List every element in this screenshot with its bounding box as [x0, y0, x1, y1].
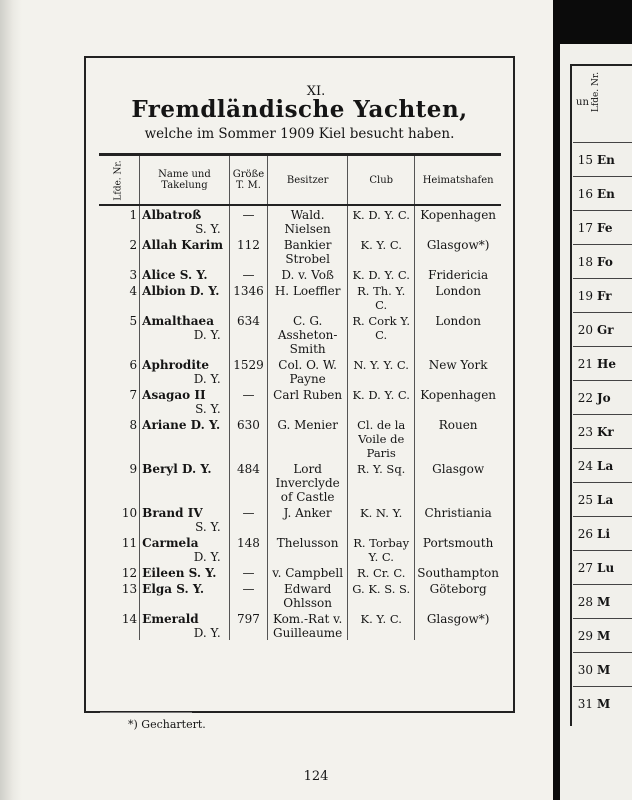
yacht-rig: D. Y.	[193, 372, 221, 386]
right-row-name: En	[597, 186, 615, 201]
yacht-name-text: Alice S. Y.	[142, 268, 208, 282]
home-port-text: Fridericia	[428, 268, 489, 282]
right-row-name: M	[597, 628, 611, 643]
yacht-size-text: —	[242, 388, 255, 402]
table-row	[99, 580, 501, 610]
table-row	[99, 504, 501, 534]
row-nr-text: 10	[121, 506, 138, 520]
yacht-owner	[268, 312, 348, 356]
yacht-name-text: Albion D. Y.	[142, 284, 220, 298]
home-port-text: New York	[428, 358, 488, 372]
table-row	[99, 356, 501, 386]
right-page-header	[576, 71, 632, 113]
yacht-size-text: —	[242, 506, 255, 520]
home-port	[415, 236, 501, 266]
row-nr-text: 12	[121, 566, 138, 580]
row-nr	[99, 356, 140, 386]
right-header-tail: un	[576, 97, 589, 108]
yacht-owner-text: Kom.-Rat v. Guilleaume	[272, 612, 343, 640]
home-port	[415, 386, 501, 416]
row-nr	[99, 416, 140, 460]
book-spine	[0, 0, 22, 800]
row-nr-text: 14	[121, 612, 138, 626]
row-nr-text: 9	[129, 462, 138, 476]
home-port	[415, 610, 501, 640]
yacht-club-text: Cl. de la Voile de Paris	[357, 418, 406, 460]
yacht-club	[348, 205, 415, 236]
page-subtitle: welche im Sommer 1909 Kiel besucht haben.	[144, 126, 455, 142]
yacht-name	[140, 580, 230, 610]
yacht-club	[348, 534, 415, 564]
table-row	[99, 236, 501, 266]
yacht-size	[229, 282, 267, 312]
header-nr: Lfde. Nr.	[99, 155, 140, 206]
home-port	[415, 356, 501, 386]
yacht-owner	[268, 205, 348, 236]
yacht-size	[229, 416, 267, 460]
right-page-row	[573, 346, 632, 380]
row-nr	[99, 610, 140, 640]
right-row-nr: 17	[577, 220, 593, 235]
yacht-owner	[268, 386, 348, 416]
home-port	[415, 205, 501, 236]
yacht-owner-text: Thelusson	[276, 536, 339, 550]
yacht-size	[229, 356, 267, 386]
yacht-club-text: K. D. Y. C.	[352, 388, 410, 402]
yacht-name	[140, 460, 230, 504]
yacht-size	[229, 504, 267, 534]
right-page-row	[573, 618, 632, 652]
yacht-rig: D. Y.	[193, 328, 221, 342]
yacht-owner	[268, 534, 348, 564]
table-header-row	[99, 155, 501, 206]
yacht-size	[229, 580, 267, 610]
table-body	[99, 205, 501, 640]
right-row-name: La	[597, 492, 614, 507]
yacht-name-text: Asagao II	[142, 388, 206, 402]
table-row	[99, 312, 501, 356]
yacht-owner	[268, 282, 348, 312]
right-row-nr: 30	[577, 662, 593, 677]
header-name: Name und Takelung	[140, 155, 230, 206]
right-row-name: Fr	[597, 288, 612, 303]
right-page-row	[573, 516, 632, 550]
yacht-name-text: Brand IV	[142, 506, 203, 520]
row-nr	[99, 460, 140, 504]
yacht-club-text: R. Torbay Y. C.	[353, 536, 410, 564]
yacht-owner-text: H. Loeffler	[274, 284, 341, 298]
right-page-list	[573, 142, 632, 720]
row-nr-text: 11	[121, 536, 138, 550]
header-club: Club	[348, 155, 415, 206]
yacht-name-text: Elga S. Y.	[142, 582, 205, 596]
yacht-name-text: Amalthaea	[142, 314, 214, 328]
row-nr-text: 4	[129, 284, 138, 298]
right-row-nr: 19	[577, 288, 593, 303]
yacht-size-text: 148	[237, 536, 260, 550]
table-row	[99, 386, 501, 416]
header-size: Größe T. M.	[229, 155, 267, 206]
yacht-name-text: Beryl D. Y.	[142, 462, 212, 476]
row-nr-text: 2	[129, 238, 138, 252]
home-port	[415, 580, 501, 610]
home-port-text: Glasgow*)	[426, 612, 490, 626]
yacht-club	[348, 564, 415, 580]
yacht-size-text: 484	[237, 462, 260, 476]
right-page-row	[573, 414, 632, 448]
row-nr	[99, 282, 140, 312]
row-nr-text: 3	[129, 268, 138, 282]
right-page-row	[573, 278, 632, 312]
yacht-name	[140, 312, 230, 356]
right-header-nr: Lfde. Nr.	[591, 71, 602, 113]
yacht-owner-text: Wald. Nielsen	[284, 208, 331, 236]
row-nr	[99, 580, 140, 610]
yacht-club-text: K. N. Y.	[360, 506, 403, 520]
footnote: *) Gechartert.	[128, 718, 206, 731]
right-row-name: Li	[597, 526, 610, 541]
home-port-text: Southampton	[417, 566, 499, 580]
yacht-club	[348, 266, 415, 282]
row-nr-text: 13	[121, 582, 138, 596]
right-page-row	[573, 142, 632, 176]
yacht-club-text: K. D. Y. C.	[352, 208, 410, 222]
page-title: Fremdländische Yachten,	[131, 96, 468, 123]
yacht-name-text: Carmela	[142, 536, 199, 550]
right-row-name: La	[597, 458, 614, 473]
yacht-owner	[268, 580, 348, 610]
yacht-club-text: R. Cork Y. C.	[352, 314, 410, 342]
yacht-rig: D. Y.	[193, 550, 221, 564]
yacht-club	[348, 460, 415, 504]
yacht-club-text: N. Y. Y. C.	[353, 358, 409, 372]
header-owner: Besitzer	[268, 155, 348, 206]
right-row-nr: 21	[577, 356, 593, 371]
row-nr	[99, 386, 140, 416]
yacht-club	[348, 580, 415, 610]
yacht-size	[229, 236, 267, 266]
right-row-nr: 31	[577, 696, 593, 711]
right-row-nr: 29	[577, 628, 593, 643]
yacht-club-text: R. Y. Sq.	[357, 462, 406, 476]
table-row	[99, 564, 501, 580]
table-row	[99, 534, 501, 564]
row-nr-text: 1	[129, 208, 138, 222]
yacht-rig: D. Y.	[193, 626, 221, 640]
yacht-table	[99, 153, 501, 640]
yacht-club	[348, 312, 415, 356]
yacht-owner-text: v. Campbell	[272, 566, 344, 580]
yacht-size	[229, 205, 267, 236]
yacht-club-text: K. Y. C.	[360, 612, 402, 626]
row-nr-text: 8	[129, 418, 138, 432]
right-row-name: Fo	[597, 254, 613, 269]
table-row	[99, 460, 501, 504]
right-row-name: Gr	[597, 322, 614, 337]
right-row-nr: 27	[577, 560, 593, 575]
yacht-size	[229, 386, 267, 416]
page-number: 124	[303, 769, 329, 784]
right-page-row	[573, 550, 632, 584]
right-row-nr: 28	[577, 594, 593, 609]
right-page-row	[573, 312, 632, 346]
yacht-name	[140, 266, 230, 282]
home-port-text: Glasgow*)	[426, 238, 490, 252]
right-page-row	[573, 584, 632, 618]
section-number: XI.	[306, 84, 326, 99]
yacht-name	[140, 282, 230, 312]
right-row-nr: 20	[577, 322, 593, 337]
home-port	[415, 534, 501, 564]
yacht-size-text: 630	[237, 418, 260, 432]
yacht-name-text: Allah Karim	[142, 238, 224, 252]
right-page-row	[573, 244, 632, 278]
right-row-nr: 26	[577, 526, 593, 541]
yacht-club-text: R. Cr. C.	[357, 566, 406, 580]
yacht-name-text: Emerald	[142, 612, 199, 626]
yacht-size-text: 634	[237, 314, 260, 328]
yacht-owner-text: Col. O. W. Payne	[278, 358, 337, 386]
right-row-name: M	[597, 696, 611, 711]
home-port-text: Kopenhagen	[420, 208, 497, 222]
yacht-owner-text: C. G. Assheton-Smith	[277, 314, 338, 356]
right-row-nr: 25	[577, 492, 593, 507]
yacht-size-text: —	[242, 208, 255, 222]
right-row-name: M	[597, 594, 611, 609]
home-port-text: Rouen	[438, 418, 478, 432]
right-page-row	[573, 482, 632, 516]
right-page-row	[573, 210, 632, 244]
home-port-text: Portsmouth	[422, 536, 494, 550]
yacht-name-text: Ariane D. Y.	[142, 418, 221, 432]
yacht-size-text: 1346	[233, 284, 264, 298]
row-nr	[99, 564, 140, 580]
yacht-club-text: R. Th. Y. C.	[357, 284, 406, 312]
right-row-name: Lu	[597, 560, 615, 575]
right-row-nr: 22	[577, 390, 593, 405]
row-nr	[99, 312, 140, 356]
yacht-size	[229, 564, 267, 580]
home-port	[415, 504, 501, 534]
right-row-nr: 16	[577, 186, 593, 201]
header-home: Heimatshafen	[415, 155, 501, 206]
table-row	[99, 282, 501, 312]
yacht-name	[140, 504, 230, 534]
yacht-owner-text: Edward Ohlsson	[283, 582, 332, 610]
home-port-text: London	[435, 314, 481, 328]
home-port	[415, 416, 501, 460]
home-port	[415, 312, 501, 356]
right-row-nr: 18	[577, 254, 593, 269]
right-page-row	[573, 652, 632, 686]
home-port	[415, 460, 501, 504]
yacht-size-text: 797	[237, 612, 260, 626]
yacht-name-text: Aphrodite	[142, 358, 210, 372]
home-port-text: London	[435, 284, 481, 298]
right-page-row	[573, 380, 632, 414]
yacht-owner	[268, 266, 348, 282]
row-nr-text: 5	[129, 314, 138, 328]
right-page-row	[573, 686, 632, 720]
right-row-name: Fe	[597, 220, 613, 235]
yacht-owner	[268, 416, 348, 460]
row-nr	[99, 534, 140, 564]
yacht-name	[140, 205, 230, 236]
table-row	[99, 610, 501, 640]
yacht-owner	[268, 356, 348, 386]
yacht-size-text: 112	[237, 238, 260, 252]
right-row-name: Jo	[597, 390, 611, 405]
home-port	[415, 564, 501, 580]
yacht-club	[348, 236, 415, 266]
yacht-name	[140, 564, 230, 580]
right-row-nr: 24	[577, 458, 593, 473]
yacht-club-text: K. D. Y. C.	[352, 268, 410, 282]
yacht-name-text: Eileen S. Y.	[142, 566, 217, 580]
yacht-size	[229, 610, 267, 640]
table-row	[99, 416, 501, 460]
yacht-owner-text: G. Menier	[277, 418, 338, 432]
table-row	[99, 266, 501, 282]
yacht-size	[229, 312, 267, 356]
yacht-club	[348, 356, 415, 386]
yacht-name	[140, 356, 230, 386]
yacht-name	[140, 236, 230, 266]
footnote-divider	[100, 712, 192, 713]
yacht-club-text: G. K. S. S.	[352, 582, 411, 596]
yacht-club	[348, 416, 415, 460]
home-port-text: Glasgow	[432, 462, 485, 476]
yacht-club-text: K. Y. C.	[360, 238, 402, 252]
row-nr	[99, 266, 140, 282]
yacht-owner-text: Lord Inverclyde of Castle	[275, 462, 340, 504]
yacht-owner	[268, 564, 348, 580]
right-row-name: He	[597, 356, 616, 371]
yacht-owner	[268, 236, 348, 266]
yacht-club	[348, 610, 415, 640]
row-nr-text: 6	[129, 358, 138, 372]
right-row-name: Kr	[597, 424, 614, 439]
yacht-name-text: Albatroß	[142, 208, 202, 222]
row-nr-text: 7	[129, 388, 138, 402]
row-nr	[99, 205, 140, 236]
yacht-size-text: —	[242, 582, 255, 596]
yacht-rig: S. Y.	[195, 402, 221, 416]
yacht-owner	[268, 504, 348, 534]
table-row	[99, 205, 501, 236]
row-nr	[99, 236, 140, 266]
yacht-owner	[268, 460, 348, 504]
row-nr	[99, 504, 140, 534]
yacht-size	[229, 460, 267, 504]
yacht-club	[348, 282, 415, 312]
yacht-size-text: —	[242, 268, 255, 282]
yacht-size	[229, 534, 267, 564]
right-row-name: M	[597, 662, 611, 677]
yacht-owner-text: Bankier Strobel	[283, 238, 332, 266]
home-port-text: Kopenhagen	[420, 388, 497, 402]
yacht-name	[140, 534, 230, 564]
right-row-nr: 23	[577, 424, 593, 439]
right-page-row	[573, 176, 632, 210]
yacht-owner-text: D. v. Voß	[281, 268, 334, 282]
right-row-nr: 15	[577, 152, 593, 167]
yacht-rig: S. Y.	[195, 222, 221, 236]
yacht-owner-text: J. Anker	[283, 506, 332, 520]
yacht-size-text: —	[242, 566, 255, 580]
right-page-row	[573, 448, 632, 482]
yacht-name	[140, 386, 230, 416]
yacht-rig: S. Y.	[195, 520, 221, 534]
yacht-size	[229, 266, 267, 282]
home-port	[415, 266, 501, 282]
right-row-name: En	[597, 152, 615, 167]
home-port-text: Göteborg	[429, 582, 487, 596]
yacht-name	[140, 610, 230, 640]
yacht-size-text: 1529	[233, 358, 264, 372]
home-port	[415, 282, 501, 312]
yacht-owner	[268, 610, 348, 640]
yacht-owner-text: Carl Ruben	[273, 388, 343, 402]
yacht-name	[140, 416, 230, 460]
home-port-text: Christiania	[424, 506, 492, 520]
yacht-club	[348, 504, 415, 534]
yacht-club	[348, 386, 415, 416]
